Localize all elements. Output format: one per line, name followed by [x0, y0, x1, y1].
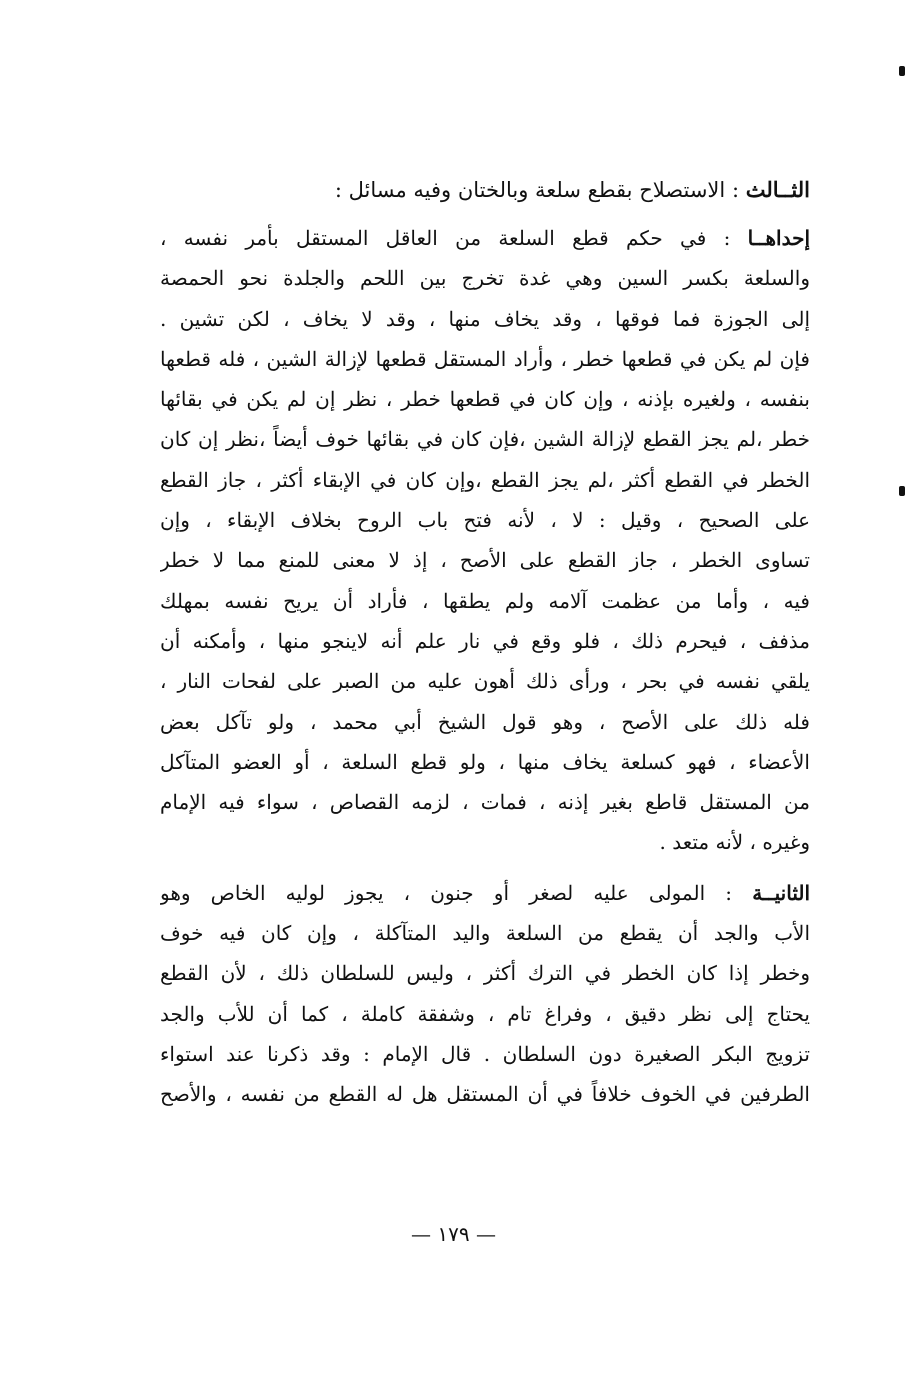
margin-mark-top	[899, 66, 905, 76]
paragraph-separator: :	[725, 880, 733, 905]
section-heading-separator: :	[731, 178, 740, 202]
paragraph-line: إلى الجوزة فما فوقها ، وقد يخاف منها ، وقد لا يخاف ، لكن تشين .	[160, 306, 810, 331]
paragraph-line: بنفسه ، ولغيره بإذنه ، وإن كان في قطعها خطر ، نظر إن لم يكن في بقائها	[160, 387, 810, 412]
paragraph-line: والسلعة بكسر السين وهي غدة تخرج بين اللحم والجلدة نحو الحمصة	[160, 266, 810, 291]
paragraph-line-text: المولى عليه لصغر أو جنون ، يجوز لوليه الخاص وهو	[160, 880, 706, 905]
margin-mark-middle	[899, 486, 905, 496]
section-heading-label: الثــالث	[745, 177, 810, 202]
paragraph-line	[160, 218, 810, 258]
paragraph-line: فله ذلك على الأصح ، وهو قول الشيخ أبي محمد ، ولو تآكل بعض	[160, 709, 810, 734]
paragraph-line-text: في حكم قطع السلعة من العاقل المستقل بأمر نفسه ،	[160, 226, 707, 250]
paragraph-line: يلقي نفسه في بحر ، ورأى ذلك أهون عليه من الصبر على لفحات النار ،	[160, 669, 810, 694]
paragraph-line: وغيره ، لأنه متعد .	[659, 830, 810, 855]
paragraph-first-issue	[160, 218, 810, 863]
section-heading-text: الاستصلاح بقطع سلعة وبالختان وفيه مسائل :	[334, 178, 726, 202]
paragraph-line: الخطر في القطع أكثر ،لم يجز القطع ،وإن كان في الإبقاء أكثر ، جاز القطع	[160, 467, 810, 492]
paragraph-line: وخطر إذا كان الخطر في الترك أكثر ، وليس للسلطان ذلك ، لأن القطع	[160, 961, 810, 986]
book-page-body	[160, 168, 810, 1115]
paragraph-line: فإن لم يكن في قطعها خطر ، وأراد المستقل قطعها لإزالة الشين ، فله قطعها	[160, 346, 810, 371]
paragraph-line: الأعضاء ، فهو كسلعة يخاف منها ، ولو قطع السلعة ، أو العضو المتآكل	[160, 749, 810, 774]
paragraph-second-issue	[160, 873, 810, 1115]
paragraph-label: الثانيــة	[752, 880, 810, 905]
paragraph-line: يحتاج إلى نظر دقيق ، وفراغ تام ، وشفقة كاملة ، كما أن للأب والجد	[160, 1001, 810, 1026]
paragraph-line	[160, 873, 810, 913]
paragraph-line: تساوى الخطر ، جاز القطع على الأصح ، إذ لا معنى للمنع مما لا خطر	[160, 548, 810, 573]
paragraph-line: مذفف ، فيحرم ذلك ، فلو وقع في نار علم أنه لاينجو منها ، وأمكنه أن	[160, 628, 810, 653]
paragraph-line: من المستقل قاطع بغير إذنه ، فمات ، لزمه القصاص ، سواء فيه الإمام	[160, 790, 810, 815]
paragraph-line: فيه ، وأما من عظمت آلامه ولم يطقها ، فأراد أن يريح نفسه بمهلك	[160, 588, 810, 613]
paragraph-label: إحداهــا	[747, 226, 810, 250]
section-heading	[160, 168, 810, 212]
paragraph-line: تزويج البكر الصغيرة دون السلطان . قال الإمام : وقد ذكرنا عند استواء	[160, 1041, 810, 1066]
page-number: — ١٧٩ —	[411, 1222, 496, 1246]
paragraph-line: خطر ،لم يجز القطع لإزالة الشين ،فإن كان في بقائها خوف أيضاً ،نظر إن كان	[160, 427, 810, 452]
paragraph-line: الأب والجد أن يقطع من السلعة واليد المتآكلة ، وإن كان فيه خوف	[160, 921, 810, 946]
paragraph-line: الطرفين في الخوف خلافاً في أن المستقل هل له القطع من نفسه ، والأصح	[160, 1082, 810, 1107]
paragraph-separator: :	[723, 226, 731, 250]
paragraph-line: على الصحيح ، وقيل : لا ، لأنه فتح باب الروح بخلاف الإبقاء ، وإن	[160, 508, 810, 533]
